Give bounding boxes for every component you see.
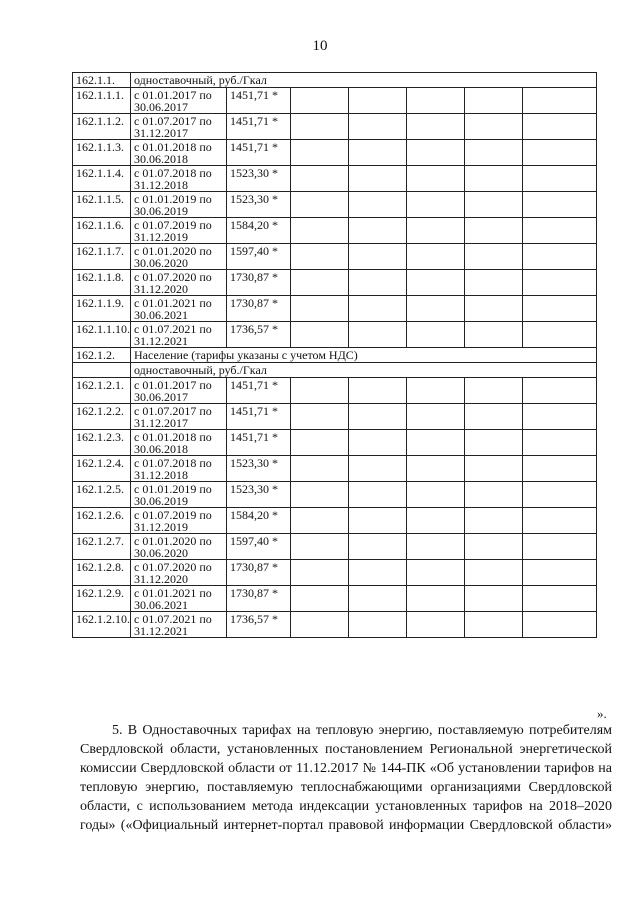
- empty-cell: [465, 244, 523, 270]
- period-end: 31.12.2017: [134, 126, 188, 140]
- empty-cell: [407, 114, 465, 140]
- row-code: 162.1.2.: [73, 348, 131, 363]
- empty-cell: [523, 88, 597, 114]
- section-title: одноставочный, руб./Гкал: [131, 363, 597, 378]
- table-row: [73, 430, 597, 456]
- empty-cell: [465, 270, 523, 296]
- empty-cell: [407, 296, 465, 322]
- empty-cell: [349, 166, 407, 192]
- empty-cell: [407, 192, 465, 218]
- empty-cell: [291, 166, 349, 192]
- empty-cell: [291, 404, 349, 430]
- period-end: 31.12.2021: [134, 334, 188, 348]
- row-code: [73, 363, 131, 378]
- empty-cell: [291, 378, 349, 404]
- tariff-value: 1451,71 *: [227, 114, 291, 140]
- period-start: с 01.07.2019 по: [134, 508, 212, 522]
- empty-cell: [523, 404, 597, 430]
- empty-cell: [349, 482, 407, 508]
- empty-cell: [349, 140, 407, 166]
- tariff-value: 1597,40 *: [227, 244, 291, 270]
- period-cell: [131, 404, 227, 430]
- period-cell: [131, 270, 227, 296]
- empty-cell: [465, 296, 523, 322]
- empty-cell: [523, 586, 597, 612]
- tariff-value: 1730,87 *: [227, 586, 291, 612]
- empty-cell: [523, 378, 597, 404]
- table-row: [73, 140, 597, 166]
- period-end: 31.12.2018: [134, 178, 188, 192]
- period-end: 31.12.2019: [134, 520, 188, 534]
- tariff-value: 1523,30 *: [227, 482, 291, 508]
- period-end: 30.06.2019: [134, 204, 188, 218]
- empty-cell: [291, 114, 349, 140]
- period-start: с 01.01.2018 по: [134, 140, 212, 154]
- period-end: 30.06.2019: [134, 494, 188, 508]
- table-row: [73, 114, 597, 140]
- table-row: [73, 218, 597, 244]
- empty-cell: [349, 612, 407, 638]
- period-start: с 01.01.2021 по: [134, 296, 212, 310]
- empty-cell: [523, 508, 597, 534]
- empty-cell: [407, 586, 465, 612]
- table-row: [73, 296, 597, 322]
- period-end: 30.06.2021: [134, 598, 188, 612]
- table-section-row: [73, 363, 597, 378]
- empty-cell: [465, 114, 523, 140]
- period-cell: [131, 296, 227, 322]
- row-code: 162.1.1.6.: [73, 218, 131, 244]
- empty-cell: [523, 534, 597, 560]
- tariff-value: 1730,87 *: [227, 296, 291, 322]
- tariff-value: 1523,30 *: [227, 192, 291, 218]
- period-cell: [131, 560, 227, 586]
- empty-cell: [465, 586, 523, 612]
- empty-cell: [465, 322, 523, 348]
- period-start: с 01.07.2020 по: [134, 270, 212, 284]
- period-end: 31.12.2020: [134, 282, 188, 296]
- empty-cell: [465, 430, 523, 456]
- empty-cell: [291, 612, 349, 638]
- empty-cell: [407, 456, 465, 482]
- period-cell: [131, 612, 227, 638]
- row-code: 162.1.2.4.: [73, 456, 131, 482]
- period-cell: [131, 508, 227, 534]
- empty-cell: [291, 296, 349, 322]
- period-end: 30.06.2018: [134, 152, 188, 166]
- empty-cell: [349, 456, 407, 482]
- empty-cell: [523, 322, 597, 348]
- empty-cell: [465, 508, 523, 534]
- empty-cell: [291, 482, 349, 508]
- empty-cell: [407, 140, 465, 166]
- period-start: с 01.07.2017 по: [134, 114, 212, 128]
- row-code: 162.1.2.1.: [73, 378, 131, 404]
- empty-cell: [349, 218, 407, 244]
- period-cell: [131, 534, 227, 560]
- empty-cell: [523, 192, 597, 218]
- empty-cell: [291, 140, 349, 166]
- tariff-value: 1584,20 *: [227, 508, 291, 534]
- period-end: 30.06.2017: [134, 100, 188, 114]
- empty-cell: [407, 508, 465, 534]
- empty-cell: [465, 140, 523, 166]
- period-end: 30.06.2020: [134, 256, 188, 270]
- empty-cell: [291, 534, 349, 560]
- empty-cell: [407, 482, 465, 508]
- row-code: 162.1.1.4.: [73, 166, 131, 192]
- empty-cell: [465, 404, 523, 430]
- row-code: 162.1.2.8.: [73, 560, 131, 586]
- empty-cell: [465, 166, 523, 192]
- empty-cell: [291, 218, 349, 244]
- table-section-row: [73, 348, 597, 363]
- empty-cell: [291, 456, 349, 482]
- period-start: с 01.07.2021 по: [134, 612, 212, 626]
- empty-cell: [349, 296, 407, 322]
- period-cell: [131, 378, 227, 404]
- period-start: с 01.07.2019 по: [134, 218, 212, 232]
- empty-cell: [407, 378, 465, 404]
- period-cell: [131, 88, 227, 114]
- row-code: 162.1.1.9.: [73, 296, 131, 322]
- empty-cell: [407, 88, 465, 114]
- period-cell: [131, 140, 227, 166]
- empty-cell: [291, 508, 349, 534]
- table-row: [73, 322, 597, 348]
- row-code: 162.1.2.5.: [73, 482, 131, 508]
- period-start: с 01.01.2019 по: [134, 192, 212, 206]
- tariff-table: [72, 72, 597, 638]
- empty-cell: [349, 192, 407, 218]
- empty-cell: [465, 560, 523, 586]
- empty-cell: [291, 586, 349, 612]
- period-end: 30.06.2020: [134, 546, 188, 560]
- empty-cell: [523, 270, 597, 296]
- table-row: [73, 508, 597, 534]
- empty-cell: [349, 322, 407, 348]
- period-cell: [131, 322, 227, 348]
- period-start: с 01.07.2020 по: [134, 560, 212, 574]
- tariff-value: 1451,71 *: [227, 404, 291, 430]
- empty-cell: [407, 612, 465, 638]
- empty-cell: [349, 378, 407, 404]
- empty-cell: [291, 270, 349, 296]
- row-code: 162.1.2.9.: [73, 586, 131, 612]
- empty-cell: [349, 244, 407, 270]
- empty-cell: [523, 296, 597, 322]
- row-code: 162.1.1.7.: [73, 244, 131, 270]
- empty-cell: [349, 534, 407, 560]
- empty-cell: [523, 430, 597, 456]
- empty-cell: [523, 560, 597, 586]
- empty-cell: [291, 430, 349, 456]
- period-end: 31.12.2017: [134, 416, 188, 430]
- period-start: с 01.07.2017 по: [134, 404, 212, 418]
- empty-cell: [465, 612, 523, 638]
- row-code: 162.1.1.8.: [73, 270, 131, 296]
- period-start: с 01.07.2018 по: [134, 456, 212, 470]
- table-row: [73, 166, 597, 192]
- period-start: с 01.01.2017 по: [134, 88, 212, 102]
- empty-cell: [523, 612, 597, 638]
- empty-cell: [291, 88, 349, 114]
- table-closing-quote: ».: [597, 706, 607, 721]
- period-cell: [131, 430, 227, 456]
- table-row: [73, 586, 597, 612]
- empty-cell: [465, 482, 523, 508]
- empty-cell: [523, 456, 597, 482]
- empty-cell: [465, 456, 523, 482]
- empty-cell: [291, 192, 349, 218]
- empty-cell: [349, 430, 407, 456]
- page-number: 10: [312, 38, 328, 54]
- tariff-value: 1451,71 *: [227, 140, 291, 166]
- period-end: 31.12.2018: [134, 468, 188, 482]
- period-end: 31.12.2021: [134, 624, 188, 638]
- row-code: 162.1.2.3.: [73, 430, 131, 456]
- empty-cell: [291, 560, 349, 586]
- period-start: с 01.01.2017 по: [134, 378, 212, 392]
- table-section-row: [73, 73, 597, 88]
- empty-cell: [523, 140, 597, 166]
- period-start: с 01.01.2020 по: [134, 244, 212, 258]
- empty-cell: [523, 166, 597, 192]
- table-row: [73, 244, 597, 270]
- table-row: [73, 404, 597, 430]
- table-row: [73, 482, 597, 508]
- period-start: с 01.01.2021 по: [134, 586, 212, 600]
- period-start: с 01.07.2018 по: [134, 166, 212, 180]
- empty-cell: [349, 404, 407, 430]
- body-paragraph: [80, 721, 612, 835]
- tariff-value: 1451,71 *: [227, 430, 291, 456]
- row-code: 162.1.1.3.: [73, 140, 131, 166]
- row-code: 162.1.2.2.: [73, 404, 131, 430]
- table-row: [73, 378, 597, 404]
- row-code: 162.1.1.10.: [73, 322, 131, 348]
- empty-cell: [407, 218, 465, 244]
- tariff-value: 1736,57 *: [227, 612, 291, 638]
- empty-cell: [407, 534, 465, 560]
- table-row: [73, 612, 597, 638]
- period-cell: [131, 218, 227, 244]
- empty-cell: [465, 378, 523, 404]
- empty-cell: [465, 88, 523, 114]
- empty-cell: [523, 218, 597, 244]
- empty-cell: [407, 560, 465, 586]
- period-end: 30.06.2018: [134, 442, 188, 456]
- row-code: 162.1.2.6.: [73, 508, 131, 534]
- empty-cell: [523, 244, 597, 270]
- tariff-value: 1597,40 *: [227, 534, 291, 560]
- period-cell: [131, 586, 227, 612]
- table-row: [73, 192, 597, 218]
- period-end: 30.06.2017: [134, 390, 188, 404]
- empty-cell: [291, 322, 349, 348]
- empty-cell: [407, 430, 465, 456]
- row-code: 162.1.1.1.: [73, 88, 131, 114]
- empty-cell: [407, 404, 465, 430]
- period-end: 30.06.2021: [134, 308, 188, 322]
- period-cell: [131, 456, 227, 482]
- table-row: [73, 270, 597, 296]
- tariff-value: 1730,87 *: [227, 560, 291, 586]
- empty-cell: [349, 114, 407, 140]
- empty-cell: [349, 508, 407, 534]
- period-cell: [131, 192, 227, 218]
- period-end: 31.12.2020: [134, 572, 188, 586]
- section-title: Население (тарифы указаны с учетом НДС): [131, 348, 597, 363]
- tariff-value: 1523,30 *: [227, 166, 291, 192]
- tariff-value: 1451,71 *: [227, 378, 291, 404]
- empty-cell: [465, 192, 523, 218]
- table-row: [73, 534, 597, 560]
- table-row: [73, 456, 597, 482]
- period-end: 31.12.2019: [134, 230, 188, 244]
- empty-cell: [349, 88, 407, 114]
- section-title: одноставочный, руб./Гкал: [131, 73, 597, 88]
- empty-cell: [349, 270, 407, 296]
- empty-cell: [465, 218, 523, 244]
- table-row: [73, 560, 597, 586]
- empty-cell: [407, 322, 465, 348]
- row-code: 162.1.1.: [73, 73, 131, 88]
- empty-cell: [523, 482, 597, 508]
- empty-cell: [407, 166, 465, 192]
- row-code: 162.1.2.10.: [73, 612, 131, 638]
- period-start: с 01.01.2019 по: [134, 482, 212, 496]
- period-start: с 01.01.2020 по: [134, 534, 212, 548]
- empty-cell: [349, 586, 407, 612]
- empty-cell: [523, 114, 597, 140]
- empty-cell: [407, 270, 465, 296]
- empty-cell: [465, 534, 523, 560]
- paragraph-text: 5. В Одноставочных тарифах на тепловую энергию, поставляемую потребителям Свердловской области, установленных постановлением Региональной энергетической комиссии Свердловской области от 11.12.2017 № 144-ПК «Об установлении тарифов на тепловую энергию, поставляемую теплоснабжающими организациями Свердловской области, с использованием метода индексации установленных тарифов на 2018–2020 годы» («Официальный интернет-портал правовой информации Свердловской области»: [80, 723, 612, 833]
- row-code: 162.1.1.2.: [73, 114, 131, 140]
- table-row: [73, 88, 597, 114]
- row-code: 162.1.1.5.: [73, 192, 131, 218]
- tariff-value: 1730,87 *: [227, 270, 291, 296]
- row-code: 162.1.2.7.: [73, 534, 131, 560]
- tariff-value: 1736,57 *: [227, 322, 291, 348]
- period-cell: [131, 166, 227, 192]
- tariff-value: 1451,71 *: [227, 88, 291, 114]
- tariff-value: 1523,30 *: [227, 456, 291, 482]
- period-start: с 01.01.2018 по: [134, 430, 212, 444]
- empty-cell: [407, 244, 465, 270]
- tariff-value: 1584,20 *: [227, 218, 291, 244]
- period-cell: [131, 482, 227, 508]
- period-start: с 01.07.2021 по: [134, 322, 212, 336]
- empty-cell: [349, 560, 407, 586]
- empty-cell: [291, 244, 349, 270]
- period-cell: [131, 244, 227, 270]
- period-cell: [131, 114, 227, 140]
